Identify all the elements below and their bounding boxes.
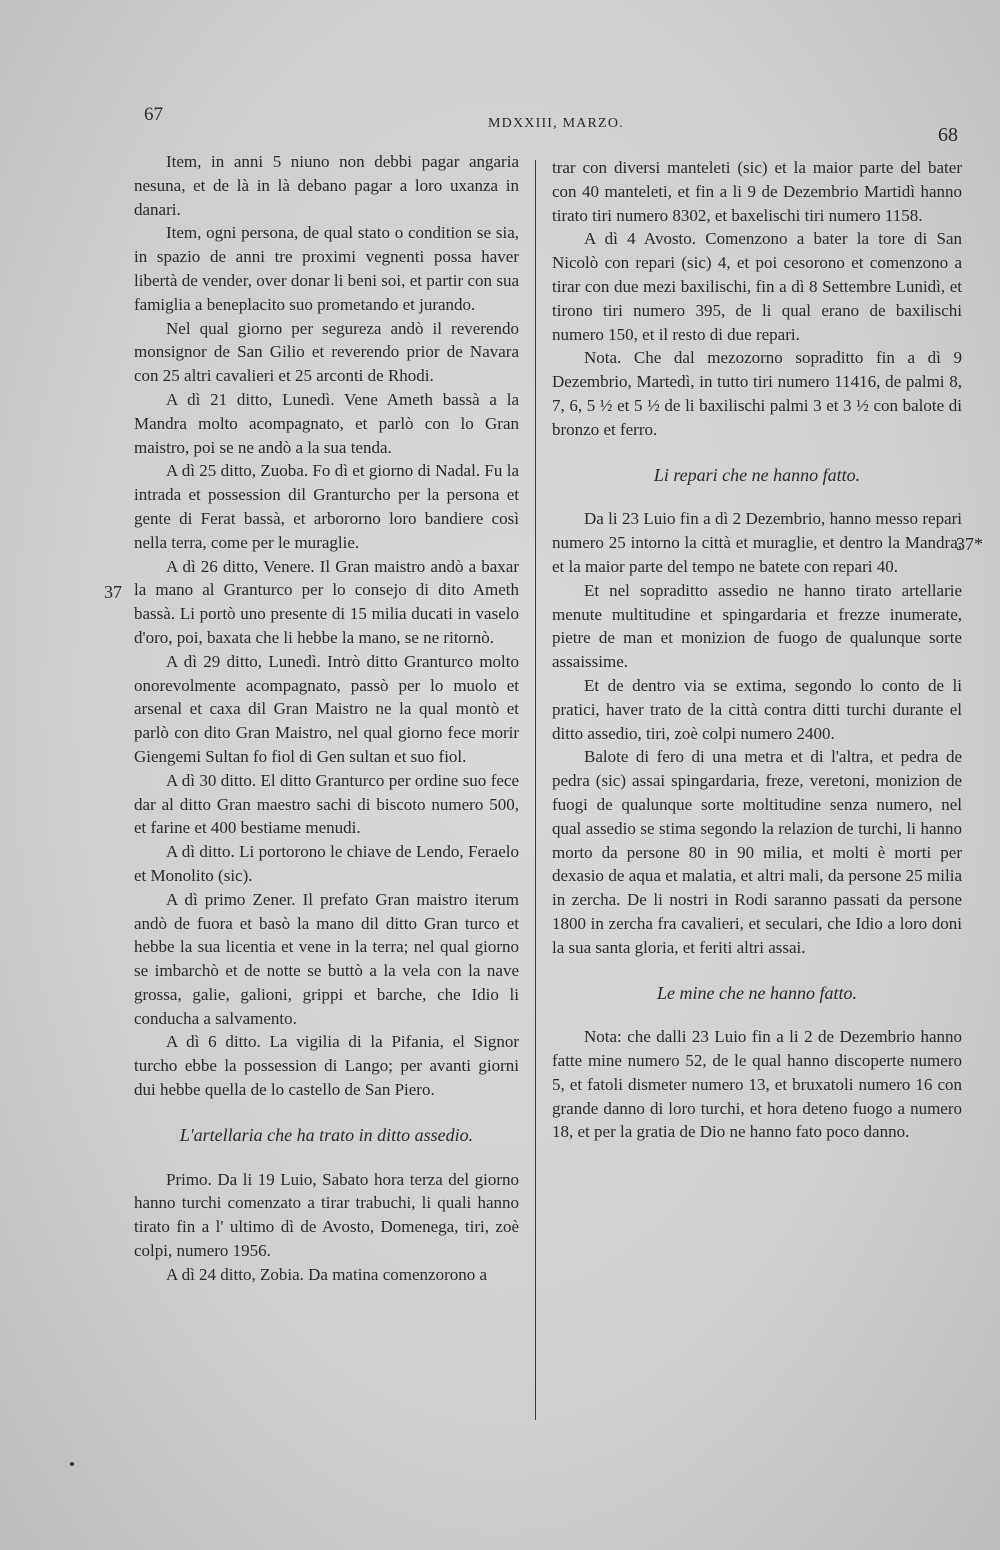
paragraph: A dì 29 ditto, Lunedì. Intrò ditto Granturco molto onorevolmente acompagnato, passò per lo muolo et arsenal et caxa dil Gran Maistro ne la qual montò et parlò con dito Gran Maistro, nel qual giorno fece morir Giengemi Sultan fo fiol di Gen sultan et suo fiol. <box>134 651 519 766</box>
paragraph: Et de dentro via se extima, segondo lo conto de li pratici, haver trato de la città contra ditti turchi durante el ditto assedio, tiri, zoè colpi numero 2400. <box>552 675 962 743</box>
paragraph: Balote di fero di una metra et di l'altra, et pedra de pedra (sic) assai spingardaria, freze, veretoni, monizion de fuogi de qualunque sorte moltitudine senza numero, nel qual assedio se stima segondo la relazion de turchi, li hanno morto da persone 80 in 90 milia, et molti è morti per dexasio de aqua et malatia, et altri mali, da persone 25 milia in zercha. De li nostri in Rodi saranno passati da persone 1800 in zercha fra cavalieri, et seculari, che Idio a loro doni la sua santa gloria, et feriti altri assai. <box>552 747 962 957</box>
left-column <box>134 150 519 1287</box>
paragraph: Nota. Che dal mezozorno sopraditto fin a dì 9 Dezembrio, Martedì, in tutto tiri numero 11416, de palmi 8, 7, 6, 5 ½ et 5 ½ de li baxilischi palmi 3 et 3 ½ con balote di bronzo et ferro. <box>552 348 962 439</box>
section-heading-artellaria: L'artellaria che ha trato in ditto assedio. <box>179 1124 474 1145</box>
paragraph: A dì 25 ditto, Zuoba. Fo dì et giorno di Nadal. Fu la intrada et possession dil Granturcho per la persona et gente di Ferat bassà, et arbororno loro bandiere così nella terra, come per le muraglie. <box>134 461 519 552</box>
paragraph: A dì 26 ditto, Venere. Il Gran maistro andò a baxar la mano al Granturco per lo consejo di dito Ameth bassà. Li portò uno presente di 15 milia ducati in vaselo d'oro, poi, baxata che li hebbe la mano, se ne ritornò. <box>134 556 519 647</box>
paragraph: A dì primo Zener. Il prefato Gran maistro iterum andò de fuora et basò la mano dil ditto Gran turco et hebbe la sua licentia et vene in la terra; nel qual giorno se imbarchò et de notte se buttò a la vela con la nave grossa, galie, galioni, grippi et barche, che Idio li conducha a salvamento. <box>134 889 519 1028</box>
margin-number-left: 37 <box>104 582 122 602</box>
paragraph: Item, ogni persona, de qual stato o condition se sia, in spazio de anni tre proximi vegnenti possa haver libertà de vender, over donar li beni soi, et partir con sua famiglia a beneplacito suo prometando et jurando. <box>134 223 519 314</box>
paragraph: A dì 6 ditto. La vigilia di la Pifania, el Signor turcho ebbe la possession di Lango; per avanti giorni dui hebbe quella de lo castello de San Piero. <box>134 1032 519 1100</box>
paragraph: Item, in anni 5 niuno non debbi pagar angaria nesuna, et de là in là debano pagar a loro uxanza in danari. <box>134 152 519 219</box>
running-title: MDXXIII, MARZO. <box>488 116 624 131</box>
paragraph: A dì ditto. Li portorono le chiave de Lendo, Feraelo et Monolito (sic). <box>134 842 519 885</box>
paragraph: Primo. Da li 19 Luio, Sabato hora terza del giorno hanno turchi comenzato a tirar trabuchi, li quali hanno tirato fin a l' ultimo dì de Avosto, Domenega, tiri, zoè colpi, numero 1956. <box>134 1169 519 1261</box>
page-number-left: 67 <box>144 104 163 125</box>
page-number-right: 68 <box>938 124 958 146</box>
section-heading-mine: Le mine che ne hanno fatto. <box>657 982 857 1003</box>
paragraph: Nota: che dalli 23 Luio fin a li 2 de Dezembrio hanno fatte mine numero 52, de le qual hanno discoperte numero 5, et fatoli dismeter numero 13, et bruxatoli numero 16 con grande danno di loro turchi, et hora deteno fuogo a numero 18, et per la gratia de Dio ne hanno fato poco danno. <box>552 1027 962 1142</box>
column-divider <box>535 160 536 1420</box>
paragraph: A dì 30 ditto. El ditto Granturco per ordine suo fece dar al ditto Gran maestro sachi di biscoto numero 500, et farine et 400 bestiame menudi. <box>134 770 519 838</box>
margin-number-right: 37* <box>956 534 983 554</box>
paragraph: trar con diversi manteleti (sic) et la maior parte del bater con 40 manteleti, et fin a li 9 de Dezembrio Martidì hanno tirato tiri numero 8302, et baxelischi tiri numero 1158. <box>552 158 962 225</box>
paragraph: Nel qual giorno per segureza andò il reverendo monsignor de San Gilio et reverendo prior de Navara con 25 altri cavalieri et 25 arconti de Rhodi. <box>134 318 519 386</box>
paragraph: Et nel sopraditto assedio ne hanno tirato artellarie menute multitudine et spingardaria et frezze inumerate, pietre de man et monizion de fuogo de qualunque sorte assaissime. <box>552 580 962 672</box>
paragraph: A dì 24 ditto, Zobia. Da matina comenzorono a <box>166 1264 488 1284</box>
paragraph: Da li 23 Luio fin a dì 2 Dezembrio, hanno messo repari numero 25 intorno la città et muraglie, et dentro la Mandra, et la maior parte del tempo ne batete con repari 40. <box>552 509 962 576</box>
paragraph: A dì 4 Avosto. Comenzono a bater la tore di San Nicolò con repari (sic) 4, et poi cesorono et comenzono a tirar con due mezi baxilischi, fin a dì 8 Settembre Lunidì, et tirono tiri numero 395, de li qual erano de baxilischi numero 150, et il resto di due repari. <box>552 229 962 344</box>
paragraph: A dì 21 ditto, Lunedì. Vene Ameth bassà a la Mandra molto acompagnato, et parlò con lo Gran maistro, poi se ne andò a la sua tenda. <box>134 389 519 457</box>
right-column <box>552 156 962 1144</box>
ink-spot <box>70 1462 74 1466</box>
section-heading-repari: Li repari che ne hanno fatto. <box>653 464 861 485</box>
